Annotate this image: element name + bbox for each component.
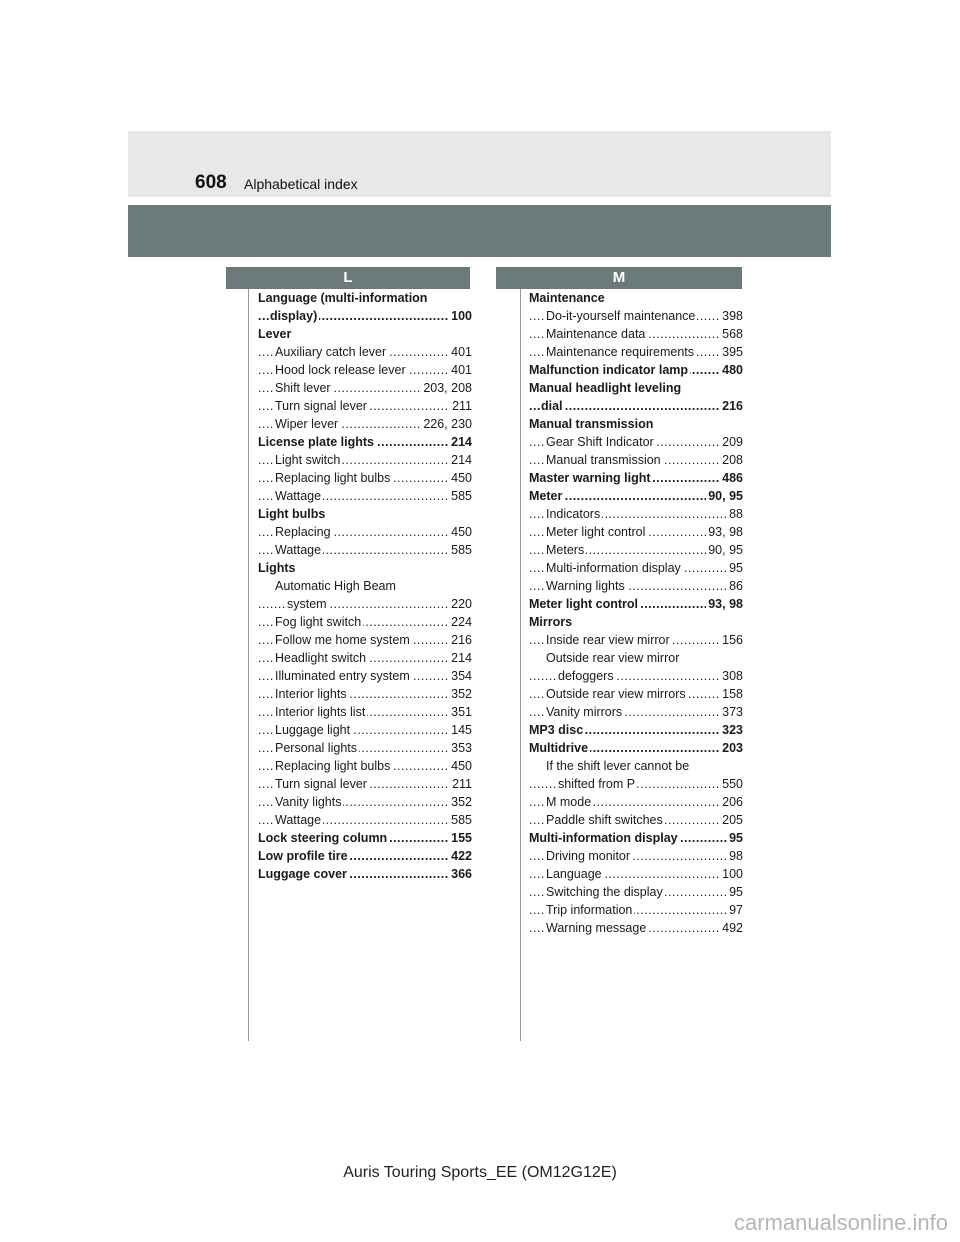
index-entry-page: 224 <box>451 615 472 629</box>
index-entry-page: 395 <box>722 345 743 359</box>
index-entry-term: Wattage <box>275 813 322 827</box>
index-entry-page: 220 <box>451 597 472 611</box>
index-entry-term: Vanity mirrors <box>546 705 623 719</box>
index-entry-page: 95 <box>729 885 743 899</box>
index-entry-term: Luggage cover <box>258 867 347 881</box>
index-entry <box>529 631 743 649</box>
index-entry <box>258 721 472 739</box>
index-entry <box>258 577 472 595</box>
index-entry-term: Turn signal lever <box>275 399 367 413</box>
index-entry-term: shifted from P <box>558 777 636 791</box>
index-entry-page: 95 <box>729 831 743 845</box>
index-entry-page: 203 <box>722 741 743 755</box>
index-entry <box>529 541 743 559</box>
index-entry-term: Replacing light bulbs <box>275 471 391 485</box>
index-entry-page: 214 <box>451 435 472 449</box>
index-entry <box>258 685 472 703</box>
index-entry-term: Illuminated entry system <box>275 669 410 683</box>
index-entry <box>529 469 743 487</box>
index-entry-page: 450 <box>451 759 472 773</box>
index-entry-term: Auxiliary catch lever <box>275 345 387 359</box>
index-entry <box>258 595 472 613</box>
index-entry <box>258 811 472 829</box>
index-entry <box>258 667 472 685</box>
index-entry <box>258 343 472 361</box>
index-entry <box>529 397 743 415</box>
index-entry-page: 90, 95 <box>708 543 743 557</box>
index-entry-page: 323 <box>722 723 743 737</box>
index-entry <box>529 667 743 685</box>
index-entry-page: 93, 98 <box>708 597 743 611</box>
index-entry <box>258 793 472 811</box>
index-entry-term: Light switch <box>275 453 341 467</box>
index-entry <box>258 307 472 325</box>
index-entry-term: Lights <box>258 561 296 575</box>
index-entry <box>258 649 472 667</box>
index-entry-page: 354 <box>451 669 472 683</box>
index-entry <box>258 289 472 307</box>
index-entry <box>258 523 472 541</box>
index-entry-page: 568 <box>722 327 743 341</box>
index-entry-term: Lever <box>258 327 292 341</box>
index-entry-page: 480 <box>722 363 743 377</box>
index-entry-term: Headlight switch <box>275 651 367 665</box>
index-entry <box>258 541 472 559</box>
index-entry-term: Gear Shift Indicator <box>546 435 654 449</box>
index-entry <box>258 775 472 793</box>
watermark: carmanualsonline.info <box>733 1210 948 1235</box>
index-entry-term: If the shift lever cannot be <box>546 759 690 773</box>
index-entry-term: Multidrive <box>529 741 589 755</box>
index-entry-term: Indicators <box>546 507 601 521</box>
letter-tab-m: M <box>496 267 742 289</box>
index-entry-term: Switching the display <box>546 885 663 899</box>
index-entry-term: Vanity lights <box>275 795 342 809</box>
footer-manual-title: Auris Touring Sports_EE (OM12G12E) <box>343 1164 617 1181</box>
index-entry-term: Outside rear view mirror <box>546 651 680 665</box>
index-entry-term: defoggers <box>558 669 614 683</box>
index-entry <box>258 505 472 523</box>
index-entry-page: 155 <box>451 831 472 845</box>
index-entry <box>529 613 743 631</box>
index-entry <box>529 757 743 775</box>
index-entry-page: 100 <box>451 309 472 323</box>
index-entry-page: 226, 230 <box>423 417 472 431</box>
index-entry-term: Shift lever <box>275 381 331 395</box>
index-entry <box>529 595 743 613</box>
index-entry-term: Master warning light <box>529 471 651 485</box>
index-entry-page: 211 <box>452 399 472 413</box>
index-entry-page: 492 <box>722 921 743 935</box>
index-entry-term: Fog light switch <box>275 615 362 629</box>
index-entry <box>529 829 743 847</box>
index-entry-term: Language (multi-information <box>258 291 428 305</box>
index-entry <box>529 883 743 901</box>
index-entry <box>529 505 743 523</box>
index-entry-term: Paddle shift switches <box>546 813 663 827</box>
index-entry <box>529 379 743 397</box>
index-entry-page: 214 <box>451 651 472 665</box>
page-number: 608 <box>195 172 227 193</box>
index-entry-page: 205 <box>722 813 743 827</box>
index-entry <box>258 703 472 721</box>
index-entry-term: Meter light control <box>546 525 646 539</box>
index-entry <box>529 343 743 361</box>
index-entry-page: 450 <box>451 471 472 485</box>
index-entry-page: 88 <box>729 507 743 521</box>
index-entry-term: License plate lights <box>258 435 375 449</box>
index-entry <box>529 703 743 721</box>
index-column-l <box>258 289 472 883</box>
index-entry-page: 216 <box>451 633 472 647</box>
index-entry-page: 351 <box>451 705 472 719</box>
index-entry <box>529 451 743 469</box>
index-entry <box>258 451 472 469</box>
index-entry-term: Wattage <box>275 489 322 503</box>
index-entry <box>529 523 743 541</box>
index-entry-term: dial <box>541 399 563 413</box>
index-entry-term: display) <box>270 309 318 323</box>
index-entry <box>529 361 743 379</box>
index-entry-page: 209 <box>722 435 743 449</box>
index-entry-page: 206 <box>722 795 743 809</box>
index-entry <box>258 559 472 577</box>
index-entry-term: Meter <box>529 489 563 503</box>
index-entry-page: 373 <box>722 705 743 719</box>
index-entry-term: Manual transmission <box>546 453 661 467</box>
index-entry-term: Manual headlight leveling <box>529 381 682 395</box>
index-entry-term: Light bulbs <box>258 507 326 521</box>
index-entry-page: 216 <box>722 399 743 413</box>
index-entry <box>529 325 743 343</box>
index-entry <box>529 487 743 505</box>
index-entry-page: 585 <box>451 813 472 827</box>
index-entry-page: 156 <box>722 633 743 647</box>
index-entry <box>529 811 743 829</box>
column-divider-left <box>248 289 249 1041</box>
index-entry-page: 366 <box>451 867 472 881</box>
index-entry-term: Low profile tire <box>258 849 348 863</box>
index-entry-term: Meter light control <box>529 597 639 611</box>
index-entry-term: Warning lights <box>546 579 625 593</box>
index-entry <box>529 649 743 667</box>
index-entry-term: Trip information <box>546 903 633 917</box>
index-entry-page: 401 <box>451 345 472 359</box>
index-entry <box>529 901 743 919</box>
index-entry-page: 203, 208 <box>423 381 472 395</box>
index-entry <box>529 793 743 811</box>
index-entry-term: Inside rear view mirror <box>546 633 670 647</box>
index-entry-term: Luggage light <box>275 723 351 737</box>
index-entry <box>258 433 472 451</box>
index-entry-page: 585 <box>451 543 472 557</box>
column-divider-right <box>520 289 521 1041</box>
index-entry-term: Maintenance data <box>546 327 646 341</box>
index-entry-term: Maintenance requirements <box>546 345 694 359</box>
index-entry-page: 585 <box>451 489 472 503</box>
index-column-m <box>529 289 743 937</box>
index-entry-page: 90, 95 <box>708 489 743 503</box>
index-entry <box>258 487 472 505</box>
header-dark-band <box>128 205 831 257</box>
index-entry-term: Driving monitor <box>546 849 631 863</box>
index-entry-term: Manual transmission <box>529 417 654 431</box>
index-entry-page: 308 <box>722 669 743 683</box>
index-entry <box>258 415 472 433</box>
index-entry-term: Lock steering column <box>258 831 388 845</box>
index-entry <box>258 829 472 847</box>
index-entry <box>529 685 743 703</box>
index-entry <box>529 289 743 307</box>
index-entry <box>529 775 743 793</box>
index-entry-page: 208 <box>722 453 743 467</box>
index-entry-term: Multi-information display <box>529 831 678 845</box>
index-entry <box>529 577 743 595</box>
index-entry-page: 401 <box>451 363 472 377</box>
index-entry-term: Hood lock release lever <box>275 363 406 377</box>
index-entry <box>258 361 472 379</box>
index-entry <box>529 721 743 739</box>
index-entry-page: 486 <box>722 471 743 485</box>
index-entry-term: Do-it-yourself maintenance <box>546 309 696 323</box>
index-entry <box>529 559 743 577</box>
index-entry-page: 86 <box>729 579 743 593</box>
index-entry-page: 352 <box>451 795 472 809</box>
index-entry <box>529 865 743 883</box>
index-entry-page: 398 <box>722 309 743 323</box>
index-entry-page: 158 <box>722 687 743 701</box>
index-entry-term: Personal lights <box>275 741 357 755</box>
index-entry <box>258 865 472 883</box>
index-entry-page: 97 <box>729 903 743 917</box>
index-entry <box>258 613 472 631</box>
index-entry-term: Language <box>546 867 602 881</box>
index-entry-term: M mode <box>546 795 592 809</box>
index-entry-page: 93, 98 <box>708 525 743 539</box>
index-entry <box>258 757 472 775</box>
index-entry-term: Maintenance <box>529 291 605 305</box>
index-entry-page: 145 <box>451 723 472 737</box>
index-entry-term: Multi-information display <box>546 561 681 575</box>
index-entry-page: 352 <box>451 687 472 701</box>
index-entry-page: 98 <box>729 849 743 863</box>
index-entry <box>258 631 472 649</box>
letter-tab-l: L <box>226 267 470 289</box>
index-entry-term: Wattage <box>275 543 322 557</box>
section-title: Alphabetical index <box>244 176 358 192</box>
index-entry-term: Malfunction indicator lamp <box>529 363 689 377</box>
index-entry-term: system <box>287 597 327 611</box>
index-entry-page: 353 <box>451 741 472 755</box>
index-entry-page: 214 <box>451 453 472 467</box>
index-entry <box>529 307 743 325</box>
index-entry-page: 550 <box>722 777 743 791</box>
index-entry-page: 450 <box>451 525 472 539</box>
index-entry <box>258 379 472 397</box>
index-entry-term: Replacing light bulbs <box>275 759 391 773</box>
index-entry <box>529 739 743 757</box>
index-entry-page: 95 <box>729 561 743 575</box>
index-entry <box>258 469 472 487</box>
index-entry-term: Outside rear view mirrors <box>546 687 686 701</box>
header-band <box>128 131 831 197</box>
index-entry-term: Interior lights list <box>275 705 366 719</box>
index-entry <box>258 325 472 343</box>
index-entry <box>529 433 743 451</box>
index-entry-term: Turn signal lever <box>275 777 367 791</box>
index-entry-term: Warning message <box>546 921 647 935</box>
index-entry <box>529 919 743 937</box>
index-entry-term: Follow me home system <box>275 633 410 647</box>
index-entry-page: 422 <box>451 849 472 863</box>
index-entry-term: MP3 disc <box>529 723 584 737</box>
index-entry <box>258 847 472 865</box>
index-entry <box>258 397 472 415</box>
index-entry-term: Wiper lever <box>275 417 339 431</box>
index-entry <box>529 415 743 433</box>
index-entry <box>529 847 743 865</box>
index-entry <box>258 739 472 757</box>
index-entry-term: Replacing <box>275 525 331 539</box>
index-entry-term: Interior lights <box>275 687 347 701</box>
index-entry-term: Meters <box>546 543 585 557</box>
index-entry-page: 100 <box>722 867 743 881</box>
index-entry-page: 211 <box>452 777 472 791</box>
index-entry-term: Automatic High Beam <box>275 579 396 593</box>
index-entry-term: Mirrors <box>529 615 573 629</box>
